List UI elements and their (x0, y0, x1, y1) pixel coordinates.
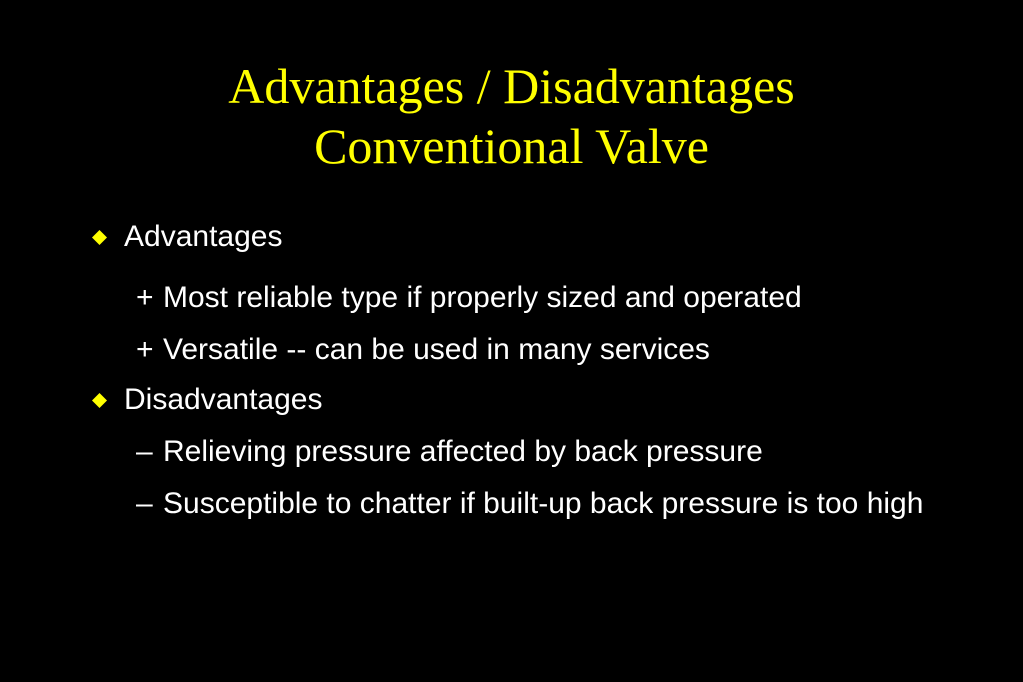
diamond-bullet-icon (92, 393, 107, 408)
disadvantage-item-text: Susceptible to chatter if built-up back pressure is too high (163, 487, 924, 520)
plus-marker: + (136, 281, 154, 314)
dash-marker: – (136, 487, 153, 520)
slide-title (0, 56, 1023, 176)
bullet-advantages-label: Advantages (124, 220, 283, 253)
dash-marker: – (136, 435, 153, 468)
plus-marker: + (136, 333, 154, 366)
advantage-item-text: Versatile -- can be used in many services (163, 333, 710, 366)
disadvantage-item-text: Relieving pressure affected by back pressure (163, 435, 763, 468)
bullet-disadvantages-label: Disadvantages (124, 383, 323, 416)
advantage-item-text: Most reliable type if properly sized and operated (163, 281, 802, 314)
diamond-bullet-icon (92, 230, 107, 245)
slide-title-line-1: Advantages / Disadvantages (228, 58, 795, 114)
slide-title-line-2: Conventional Valve (314, 118, 709, 174)
